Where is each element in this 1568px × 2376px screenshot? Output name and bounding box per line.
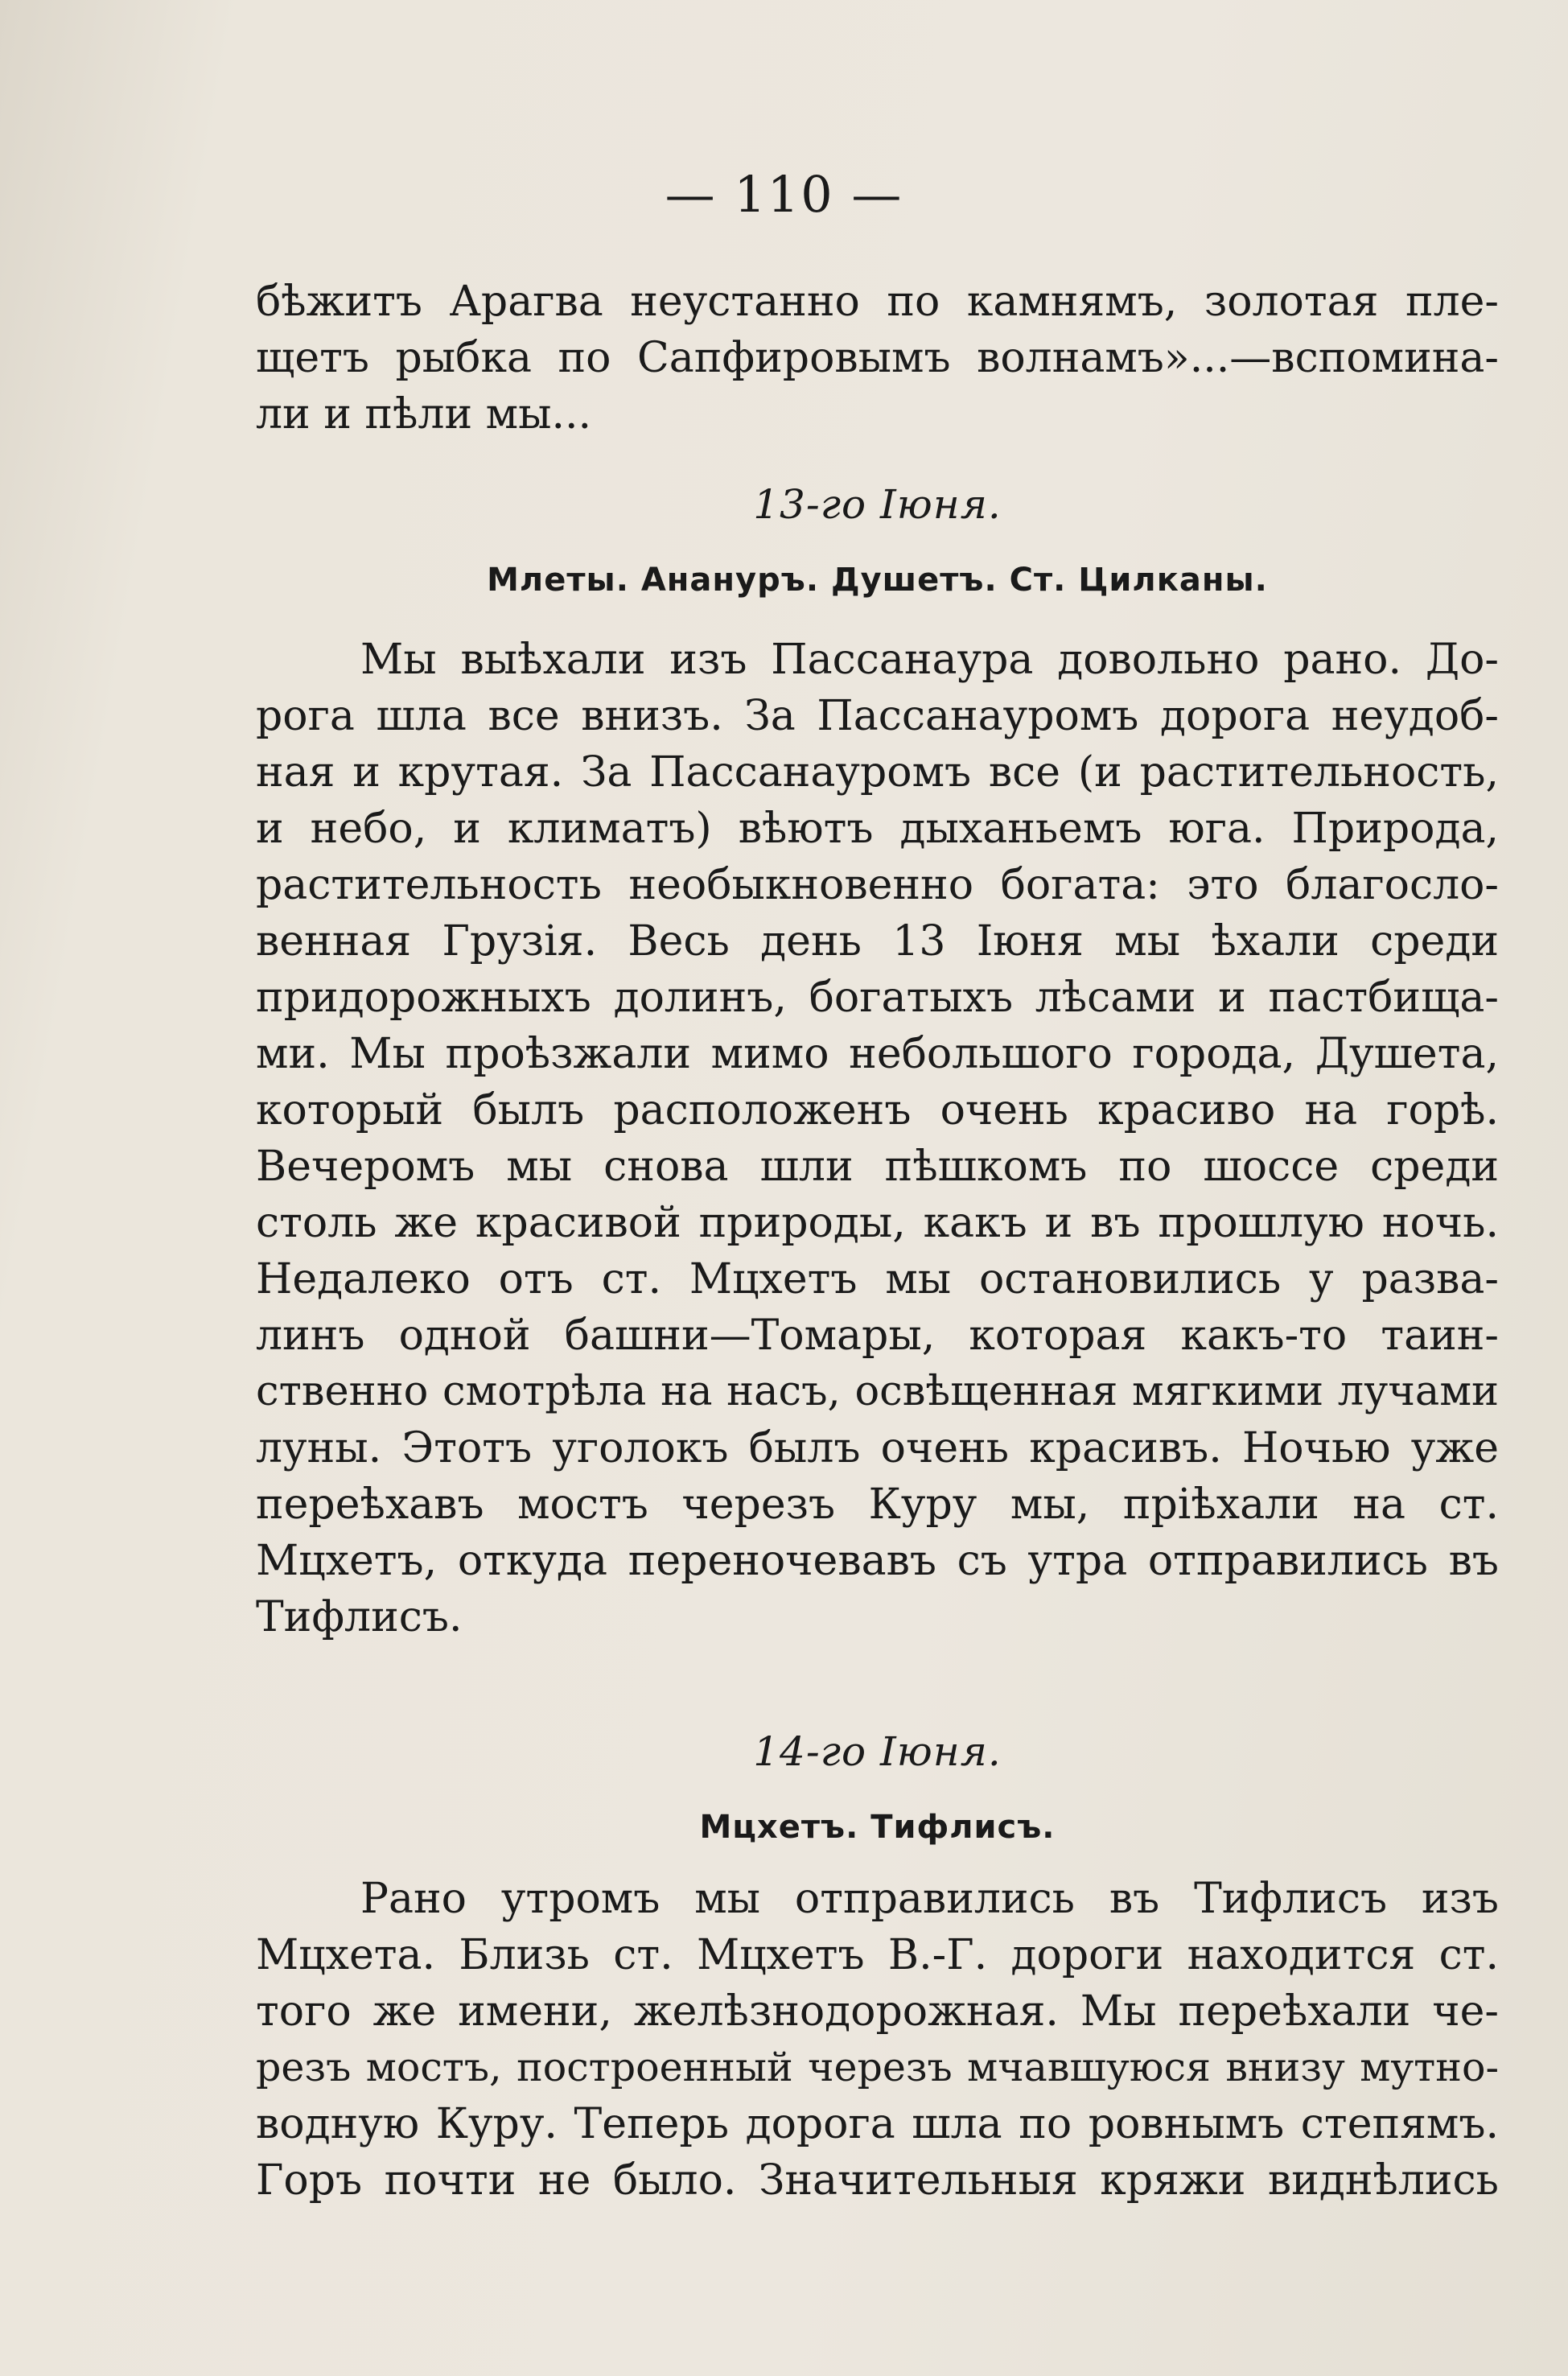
- text-line: и небо, и климатъ) вѣютъ дыханьемъ юга. Природа,: [256, 805, 1499, 853]
- text-line: растительность необыкновенно богата: это благосло-: [256, 861, 1499, 909]
- section2-date: 14-го Іюня.: [753, 1728, 1002, 1775]
- text-line: рога шла все внизъ. За Пассанауромъ дорога неудоб-: [256, 692, 1499, 740]
- intro-paragraph: [256, 274, 1499, 443]
- text-line: бѣжитъ Арагва неустанно по камнямъ, золотая пле-: [256, 278, 1499, 326]
- text-line: ная и крутая. За Пассанауромъ все (и растительность,: [256, 748, 1499, 797]
- text-line: Горъ почти не было. Значительныя кряжи виднѣлись: [256, 2156, 1499, 2205]
- text-line: Вечеромъ мы снова шли пѣшкомъ по шоссе среди: [256, 1143, 1499, 1191]
- text-line: линъ одной башни—Томары, которая какъ-то таин-: [256, 1312, 1499, 1360]
- text-line: Недалеко отъ ст. Мцхетъ мы остановились у разва-: [256, 1255, 1499, 1303]
- text-line: столь же красивой природы, какъ и въ прошлую ночь.: [256, 1199, 1499, 1247]
- text-line: венная Грузія. Весь день 13 Іюня мы ѣхали среди: [256, 917, 1499, 966]
- text-line: Мы выѣхали изъ Пассанаура довольно рано. До-: [360, 636, 1499, 684]
- text-line: щетъ рыбка по Сапфировымъ волнамъ»...—вспомина-: [256, 334, 1499, 382]
- text-line: резъ мостъ, построенный черезъ мчавшуюся внизу мутно-: [256, 2045, 1499, 2090]
- text-line: Тифлисъ.: [256, 1593, 463, 1641]
- text-line: Мцхета. Близь ст. Мцхетъ В.-Г. дороги находится ст.: [256, 1931, 1499, 1979]
- text-line: того же имени, желѣзнодорожная. Мы переѣхали че-: [256, 1987, 1499, 2036]
- text-line: переѣхавъ мостъ черезъ Куру мы, пріѣхали на ст.: [256, 1480, 1499, 1529]
- text-line: ли и пѣли мы...: [256, 390, 592, 439]
- text-line: который былъ расположенъ очень красиво на горѣ.: [256, 1086, 1499, 1134]
- text-line: Рано утромъ мы отправились въ Тифлисъ изъ: [360, 1875, 1499, 1923]
- text-line: луны. Этотъ уголокъ былъ очень красивъ. Ночью уже: [256, 1424, 1499, 1472]
- section2-paragraph: [256, 1871, 1499, 2209]
- section1-paragraph: [256, 632, 1499, 1645]
- page-number: — 110 —: [665, 165, 903, 224]
- text-line: придорожныхъ долинъ, богатыхъ лѣсами и пастбища-: [256, 974, 1499, 1022]
- text-line: водную Куру. Теперь дорога шла по ровнымъ степямъ.: [256, 2100, 1499, 2148]
- text-line: Мцхетъ, откуда переночевавъ съ утра отправились въ: [256, 1537, 1499, 1585]
- section1-date: 13-го Іюня.: [753, 481, 1002, 528]
- text-line: ми. Мы проѣзжали мимо небольшого города, Душета,: [256, 1030, 1499, 1078]
- section2-heading: Мцхетъ. Тифлисъ.: [699, 1809, 1056, 1846]
- text-line: ственно смотрѣла на насъ, освѣщенная мягкими лучами: [256, 1368, 1499, 1415]
- section1-heading: Млеты. Анануръ. Душетъ. Ст. Цилканы.: [487, 562, 1268, 599]
